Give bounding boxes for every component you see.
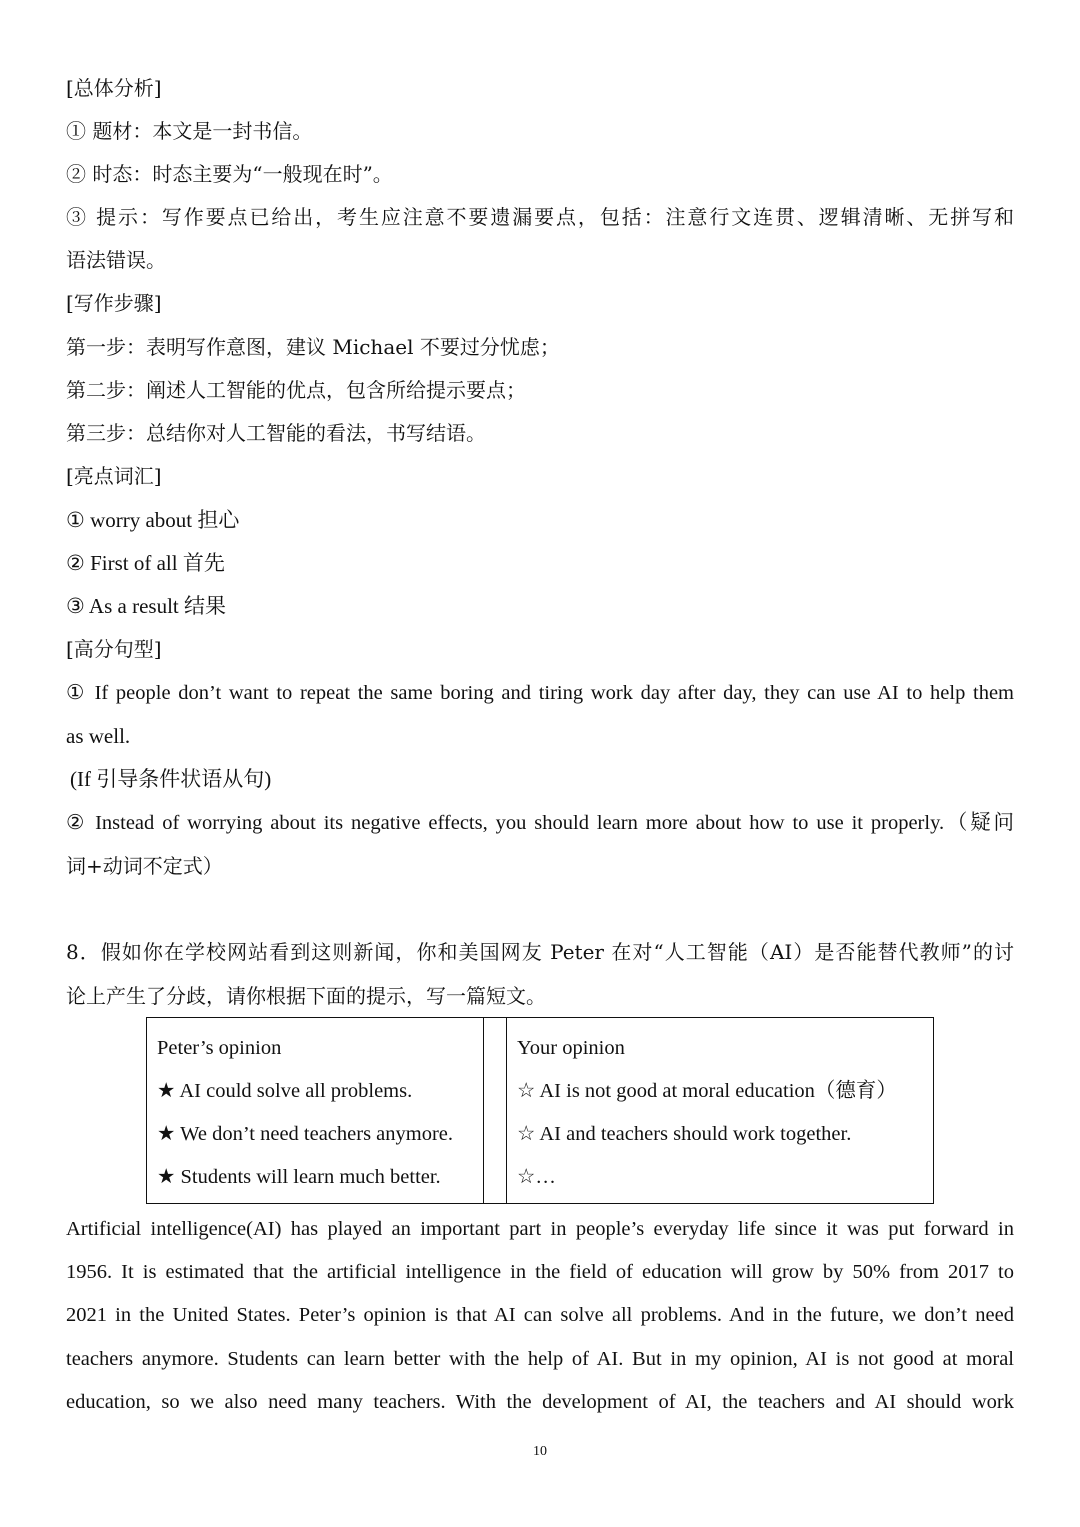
essay-line-2: 1956. It is estimated that the artificial intelligence in the field of education will grow by 50% from 2017 to — [66, 1261, 1014, 1283]
analysis-item-1: ① 题材：本文是一封书信。 — [66, 119, 313, 143]
sentence-2-line-1: ② Instead of worrying about its negative effects, you should learn more about how to use it properly.（疑问 — [66, 812, 1014, 834]
essay-line-1: Artificial intelligence(AI) has played an important part in people’s everyday life since it was put forward in — [66, 1218, 1014, 1240]
essay-line-5: education, so we also need many teachers. With the development of AI, the teachers and AI should work — [66, 1391, 1014, 1413]
sentences-heading: [高分句型] — [66, 637, 162, 661]
step-1: 第一步：表明写作意图，建议 Michael 不要过分忧虑； — [66, 335, 560, 359]
sentence-1-line-1: ① If people don’t want to repeat the same boring and tiring work day after day, they can use AI to help them — [66, 682, 1014, 704]
analysis-heading: [总体分析] — [66, 76, 162, 100]
analysis-item-3: ③ 提示：写作要点已给出，考生应注意不要遗漏要点，包括：注意行文连贯、逻辑清晰、无拼写和 — [66, 205, 1014, 229]
your-opinion-item-3: ☆… — [517, 1166, 556, 1188]
vocabulary-heading: [亮点词汇] — [66, 464, 162, 488]
peter-opinion-item-2: ★ We don’t need teachers anymore. — [157, 1123, 454, 1145]
opinion-table — [146, 1017, 934, 1204]
vocabulary-item-2: ② First of all 首先 — [66, 551, 225, 575]
essay-line-4: teachers anymore. Students can learn better with the help of AI. But in my opinion, AI is not good at moral — [66, 1348, 1014, 1370]
your-opinion-column — [507, 1018, 933, 1203]
sentence-1-line-2: as well. — [66, 724, 131, 748]
peter-opinion-item-3: ★ Students will learn much better. — [157, 1166, 441, 1188]
your-opinion-item-2: ☆ AI and teachers should work together. — [517, 1123, 852, 1145]
analysis-item-3-cont: 语法错误。 — [66, 248, 166, 272]
peter-opinion-header: Peter’s opinion — [157, 1037, 282, 1059]
step-3: 第三步：总结你对人工智能的看法，书写结语。 — [66, 421, 486, 445]
table-spacer-column — [484, 1018, 507, 1203]
step-2: 第二步：阐述人工智能的优点，包含所给提示要点； — [66, 378, 526, 402]
peter-opinion-item-1: ★ AI could solve all problems. — [157, 1080, 413, 1102]
your-opinion-item-1: ☆ AI is not good at moral education（德育） — [517, 1080, 897, 1102]
peter-opinion-column — [147, 1018, 484, 1203]
vocabulary-item-1: ① worry about 担心 — [66, 508, 240, 532]
question-line-1: 8．假如你在学校网站看到这则新闻，你和美国网友 Peter 在对“人工智能（AI）是否能替代教师”的讨 — [66, 940, 1014, 964]
analysis-item-2: ② 时态：时态主要为“一般现在时”。 — [66, 162, 393, 186]
your-opinion-header: Your opinion — [517, 1037, 625, 1059]
page-number: 10 — [533, 1444, 547, 1459]
sentence-2-line-2: 词+动词不定式） — [66, 854, 223, 878]
sentence-1-note: (If 引导条件状语从句) — [70, 767, 272, 791]
vocabulary-item-3: ③ As a result 结果 — [66, 594, 226, 618]
essay-line-3: 2021 in the United States. Peter’s opinion is that AI can solve all problems. And in the future, we don’t need — [66, 1304, 1014, 1326]
steps-heading: [写作步骤] — [66, 291, 162, 315]
question-line-2: 论上产生了分歧，请你根据下面的提示，写一篇短文。 — [66, 984, 546, 1008]
